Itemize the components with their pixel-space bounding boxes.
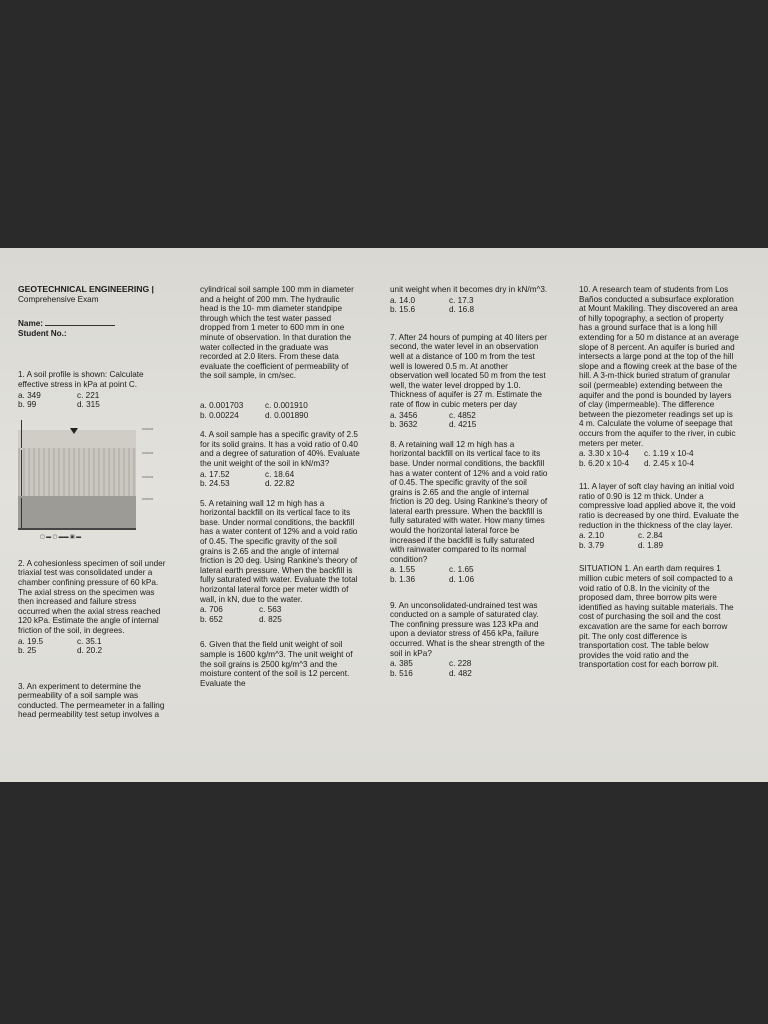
option-b: b. 0.00224 (200, 410, 239, 420)
option-c: c. 1.19 x 10-4 (644, 449, 694, 459)
name-blank-line (45, 318, 115, 326)
option-a: a. 706 (200, 605, 223, 615)
column-4 (579, 285, 739, 670)
option-b: b. 516 (390, 668, 413, 678)
option-c: c. 18.64 (265, 469, 295, 479)
column-2 (200, 285, 360, 688)
exam-subtitle: Comprehensive Exam (18, 294, 99, 304)
question-3-text: 3. An experiment to determine the permeability of a soil sample was conducted. The permeameter in a falling head permeability test setup involves a (18, 681, 165, 720)
column-3 (390, 285, 550, 678)
option-a: a. 19.5 (18, 636, 44, 646)
layer-label: ▭▭▭ (142, 449, 154, 455)
dimension-line (21, 420, 22, 448)
question-8-options (390, 565, 508, 584)
option-a: a. 1.55 (390, 565, 416, 575)
column-1 (18, 285, 170, 720)
option-b: b. 652 (200, 614, 223, 624)
option-d: d. 4215 (449, 420, 477, 430)
option-c: c. 0.001910 (265, 400, 308, 410)
question-5-options (200, 605, 318, 624)
question-9-text: 9. An unconsolidated-undrained test was conducted on a sample of saturated clay. The confining pressure was 123 kPa and upon a deviator stress of 456 kPa, failure occurred. What is the shear strength of the soil in kPa? (390, 600, 545, 658)
option-c: c. 228 (449, 659, 472, 669)
question-4-text: 4. A soil sample has a specific gravity of 2.5 for its solid grains. It has a void ratio of 0.40 and a degree of saturation of 40%. Evaluate the unit weight of the soil in kN/m3? (200, 430, 360, 468)
question-7-options (390, 411, 508, 430)
option-c: c. 35.1 (77, 636, 102, 646)
option-d: d. 22.82 (265, 479, 295, 489)
water-table-marker (70, 428, 78, 434)
option-b: b. 24.53 (200, 479, 230, 489)
option-a: a. 2.10 (579, 531, 605, 541)
question-1-options (18, 391, 136, 410)
option-a: a. 14.0 (390, 295, 416, 305)
question-2-text: 2. A cohesionless specimen of soil under triaxial test was consolidated under a chamber confining pressure of 60 kPa. The axial stress on the specimen was then increased and failure stress occurred when the axial stress reached 120 kPa. Estimate the angle of internal friction of the soil, in degrees. (18, 558, 166, 635)
situation-1-text: SITUATION 1. An earth dam requires 1 million cubic meters of soil compacted to a void ratio of 0.8. In the vicinity of the proposed dam, three borrow pits were identified as having suitable materials. The cost of purchasing the soil and the cost excavation are the same for each borrow pit. The only cost difference is transportation cost. The table below provides the void ratio and the transportation cost for each borrow pit. (579, 564, 734, 670)
option-b: b. 1.36 (390, 575, 416, 585)
option-d: d. 1.06 (449, 575, 475, 585)
option-c: c. 17.3 (449, 295, 474, 305)
dimension-line (21, 450, 22, 496)
layer-label: ▭▭▭ (142, 495, 154, 501)
option-c: c. 2.84 (638, 531, 663, 541)
soil-profile-figure (18, 416, 176, 541)
question-11-text: 11. A layer of soft clay having an initial void ratio of 0.90 is 12 m thick. Under a compressive load applied above it, the void ratio is decreased by one third. Evaluate the reduction in the thickness of the clay layer. (579, 482, 739, 530)
option-d: d. 2.45 x 10-4 (644, 458, 695, 468)
option-d: d. 0.001890 (265, 410, 309, 420)
option-b: b. 3.79 (579, 540, 605, 550)
option-d: d. 16.8 (449, 305, 475, 315)
option-a: a. 385 (390, 659, 413, 669)
option-b: b. 6.20 x 10-4 (579, 458, 630, 468)
question-9-options (390, 659, 508, 678)
option-d: d. 315 (77, 400, 100, 410)
question-5-text: 5. A retaining wall 12 m high has a horizontal backfill on its vertical face to its base. Under normal conditions, the backfill has a water content of 12% and a void ratio of 0.45. The specific gravity of the soil grains is 2.65 and the angle of internal friction is 20 deg. Using Rankine's theory of lateral earth pressure. When the backfill is fully saturated with water. Evaluate the total horizontal lateral force per meter width of wall, in kN, due to the water. (200, 498, 358, 604)
option-c: c. 1.65 (449, 565, 474, 575)
option-a: a. 3.30 x 10-4 (579, 449, 630, 459)
question-4-options (200, 470, 330, 489)
question-2-options (18, 637, 136, 656)
option-d: d. 482 (449, 668, 472, 678)
option-a: a. 17.52 (200, 469, 230, 479)
soil-layer-bottom (18, 496, 136, 530)
student-no-label: Student No.: (18, 328, 67, 338)
option-d: d. 825 (259, 614, 282, 624)
question-11-options (579, 531, 697, 550)
option-a: a. 3456 (390, 410, 418, 420)
option-d: d. 1.89 (638, 540, 664, 550)
option-c: c. 4852 (449, 410, 476, 420)
option-c: c. 563 (259, 605, 282, 615)
option-d: d. 20.2 (77, 646, 103, 656)
name-row (18, 318, 170, 329)
question-10-options (579, 449, 709, 468)
name-label: Name: (18, 319, 44, 329)
dimension-line (21, 498, 22, 528)
question-3-continued: cylindrical soil sample 100 mm in diameter and a height of 200 mm. The hydraulic head is the 10- mm diameter standpipe through which the test water passed dropped from 1 meter to 600 mm in one minute of observation. In that duration the water collected in the graduate was recorded at 2.0 liters. From these data evaluate the coefficient of permeability of the soil sample, in cm/sec. (200, 285, 354, 381)
question-8-text: 8. A retaining wall 12 m high has a horizontal backfill on its vertical face to its base. Under normal conditions, the backfill has a water content of 12% and a void ratio of 0.45. The specific gravity of the soil grains is 2.65 and the angle of internal friction is 20 deg. Using Rankine's theory of lateral earth pressure. When the backfill is fully saturated with water. How many times would the horizontal lateral force be increased if the backfill is fully saturated with rainwater compared to its normal condition? (390, 439, 548, 564)
option-a: a. 349 (18, 390, 41, 400)
layer-label: ▭▭▭ (142, 473, 154, 479)
question-6-continued: unit weight when it becomes dry in kN/m^3. (390, 285, 548, 294)
question-6-options (390, 296, 508, 315)
option-b: b. 15.6 (390, 305, 416, 315)
question-1-text: 1. A soil profile is shown: Calculate effective stress in kPa at point C. (18, 370, 144, 389)
question-10-text: 10. A research team of students from Los Baños conducted a subsurface exploration at Mount Makiling. They discovered an area of hilly topography, a section of property has a ground surface that is a long hill extending for a 50 m distance at an average slope of 8 percent. An aquifer is buried and intersects a large pond at the top of the hill slope and a flowing creek at the base of the hill. A 3-m-thick buried stratum of granular soil (permeable) extending between the aquifer and the pond is bounded by layers of clay (impermeable). The difference between the piezometer readings set up is 4 m. Calculate the volume of seepage that occurs from the aquifer to the river, in cubic meters per meter. (579, 285, 739, 448)
layer-label: ▭▭▭ (142, 425, 154, 431)
question-7-text: 7. After 24 hours of pumping at 40 liters per second, the water level in an observation well at a distance of 100 m from the test well is lowered 0.5 m. At another observation well located 50 m from the test well, the water level dropped by 1.0. Thickness of aquifer is 27 m. Estimate the rate of flow in cubic meters per day (390, 332, 548, 409)
figure-legend: ▢ ▬ ▢ ▬▬ ▣ ▬ (40, 533, 82, 540)
question-3-options (200, 401, 330, 420)
option-b: b. 3632 (390, 420, 418, 430)
soil-layer-middle (18, 448, 136, 497)
question-6-text: 6. Given that the field unit weight of soil sample is 1600 kg/m^3. The unit weight of the soil grains is 2500 kg/m^3 and the moisture content of the soil is 12 percent. Evaluate the (200, 640, 353, 688)
option-b: b. 25 (18, 646, 37, 656)
option-a: a. 0.001703 (200, 400, 244, 410)
option-c: c. 221 (77, 390, 100, 400)
exam-title: GEOTECHNICAL ENGINEERING | (18, 284, 154, 294)
option-b: b. 99 (18, 400, 37, 410)
